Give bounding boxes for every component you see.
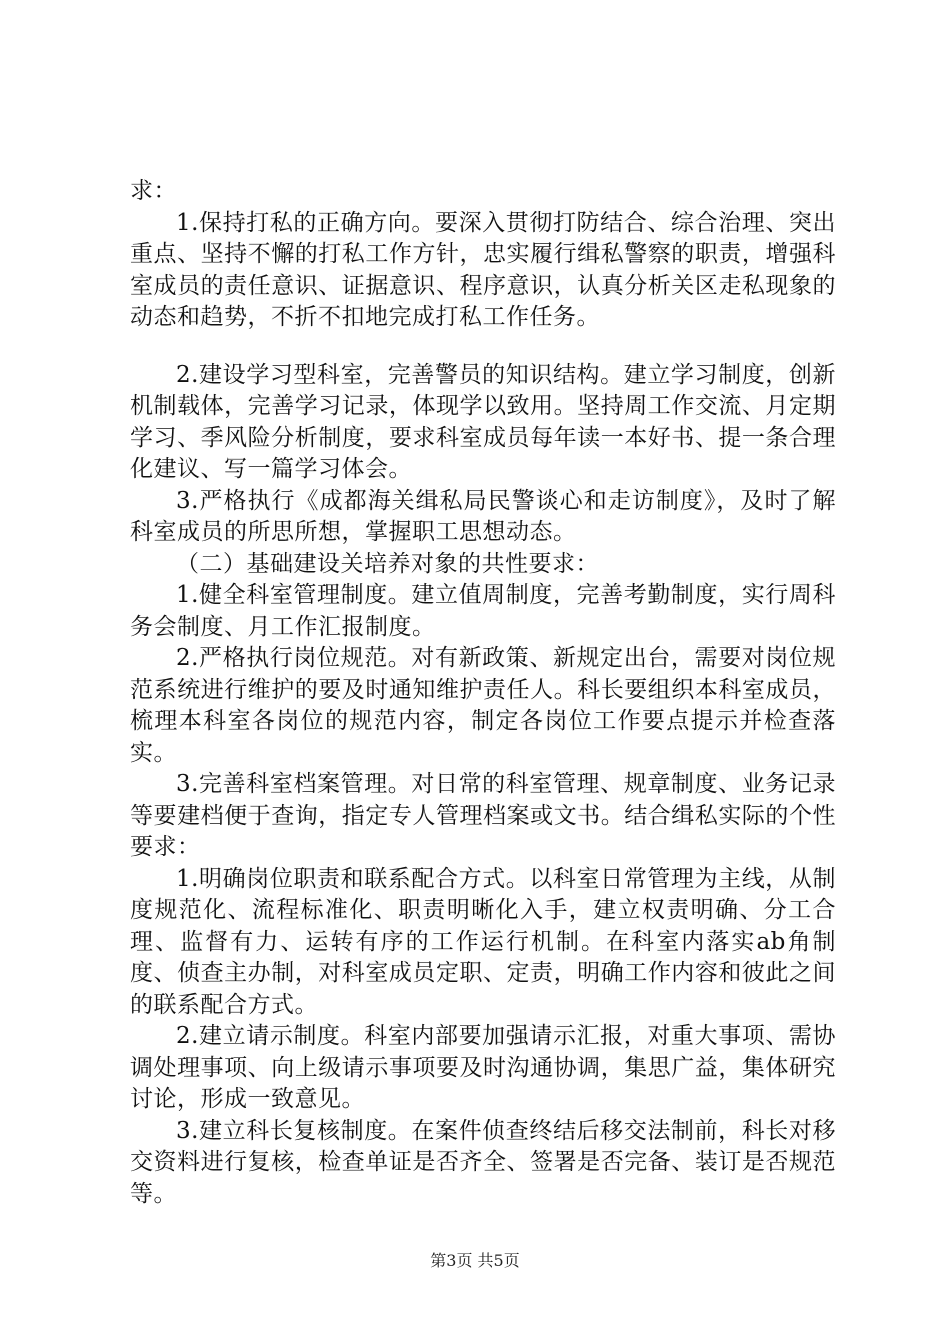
document-body [130,176,836,1210]
paragraph-base-2: 2.严格执行岗位规范。对有新政策、新规定出台，需要对岗位规范系统进行维护的要及时通知维护责任人。科长要组织本科室成员，梳理本科室各岗位的规范内容，制定各岗位工作要点提示并检查落实。 [130,645,836,766]
paragraph-individual-1: 1.明确岗位职责和联系配合方式。以科室日常管理为主线，从制度规范化、流程标准化、职责明晰化入手，建立权责明确、分工合理、监督有力、运转有序的工作运行机制。在科室内落实ab角制度、侦查主办制，对科室成员定职、定责，明确工作内容和彼此之间的联系配合方式。 [130,865,836,1018]
paragraph-individual-2: 2.建立请示制度。科室内部要加强请示汇报，对重大事项、需协调处理事项、向上级请示事项要及时沟通协调，集思广益，集体研究讨论，形成一致意见。 [130,1023,836,1112]
paragraph-item-1: 1.保持打私的正确方向。要深入贯彻打防结合、综合治理、突出重点、坚持不懈的打私工作方针，忠实履行缉私警察的职责，增强科室成员的责任意识、证据意识、程序意识，认真分析关区走私现象的动态和趋势，不折不扣地完成打私工作任务。 [130,209,836,330]
paragraph-base-3: 3.完善科室档案管理。对日常的科室管理、规章制度、业务记录等要建档便于查询，指定专人管理档案或文书。结合缉私实际的个性要求： [130,771,836,860]
section-heading: （二）基础建设关培养对象的共性要求： [176,550,599,577]
page-number-footer: 第3页 共5页 [430,1251,520,1270]
paragraph-item-2: 2.建设学习型科室，完善警员的知识结构。建立学习制度，创新机制载体，完善学习记录，体现学以致用。坚持周工作交流、月定期学习、季风险分析制度，要求科室成员每年读一本好书、提一条合理化建议、写一篇学习体会。 [130,361,836,482]
paragraph-continuation: 求： [130,178,177,204]
paragraph-item-3: 3.严格执行《成都海关缉私局民警谈心和走访制度》，及时了解科室成员的所思所想，掌握职工思想动态。 [130,487,836,545]
paragraph-base-1: 1.健全科室管理制度。建立值周制度，完善考勤制度，实行周科务会制度、月工作汇报制度。 [130,582,836,640]
paragraph-individual-3: 3.建立科长复核制度。在案件侦查终结后移交法制前，科长对移交资料进行复核，检查单证是否齐全、签署是否完备、装订是否规范等。 [130,1117,836,1207]
